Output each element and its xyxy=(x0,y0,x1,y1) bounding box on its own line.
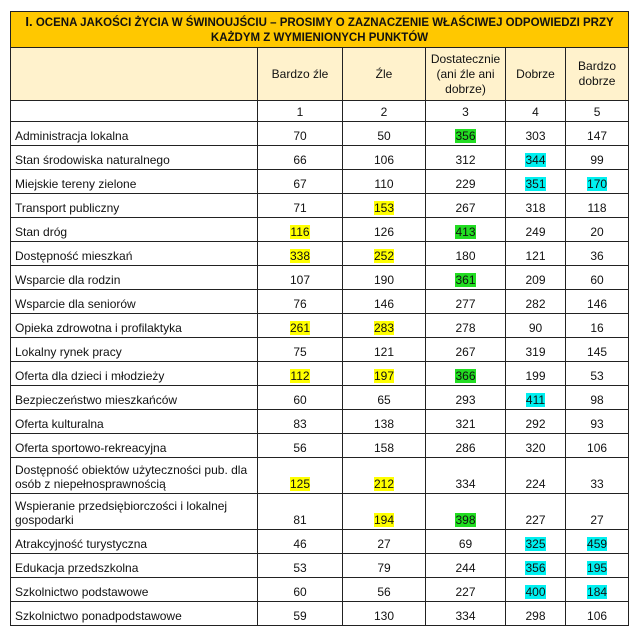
value: 60 xyxy=(293,585,307,599)
value: 66 xyxy=(293,153,307,167)
highlighted-value: 325 xyxy=(525,537,546,551)
value: 146 xyxy=(373,297,395,311)
value: 267 xyxy=(455,345,476,359)
row-label: Oferta dla dzieci i młodzieży xyxy=(11,362,258,386)
value-cell xyxy=(566,554,629,578)
value: 75 xyxy=(293,345,307,359)
highlighted-value: 194 xyxy=(373,513,395,527)
row-label: Edukacja przedszkolna xyxy=(11,554,258,578)
highlighted-value: 413 xyxy=(455,225,476,239)
value-cell xyxy=(566,314,629,338)
value: 50 xyxy=(377,129,391,143)
value-cell xyxy=(506,530,566,554)
value: 319 xyxy=(525,345,546,359)
row-label: Oferta sportowo-rekreacyjna xyxy=(11,434,258,458)
table-row xyxy=(11,194,629,218)
row-label: Lokalny rynek pracy xyxy=(11,338,258,362)
highlighted-value: 212 xyxy=(373,477,395,491)
value-cell xyxy=(426,338,506,362)
value-cell xyxy=(566,602,629,626)
value-cell xyxy=(343,434,426,458)
value: 79 xyxy=(377,561,391,575)
highlighted-value: 195 xyxy=(587,561,608,575)
value: 130 xyxy=(373,609,395,623)
table-row xyxy=(11,266,629,290)
title-prefix: I. xyxy=(25,13,33,29)
row-label: Wsparcie dla seniorów xyxy=(11,290,258,314)
row-label: Dostępność obiektów użyteczności pub. dla osób z niepełnosprawnością xyxy=(11,458,258,494)
value: 27 xyxy=(377,537,391,551)
value: 59 xyxy=(293,609,307,623)
value-cell xyxy=(506,494,566,530)
row-label: Bezpieczeństwo mieszkańców xyxy=(11,386,258,410)
survey-table xyxy=(10,11,629,626)
value-cell xyxy=(506,602,566,626)
value-cell xyxy=(506,122,566,146)
value: 298 xyxy=(525,609,546,623)
value-cell xyxy=(566,434,629,458)
highlighted-value: 366 xyxy=(455,369,476,383)
value: 320 xyxy=(525,441,546,455)
column-number: 3 xyxy=(426,101,506,122)
value-cell xyxy=(258,578,343,602)
highlighted-value: 344 xyxy=(525,153,546,167)
value: 334 xyxy=(455,477,476,491)
row-label: Opieka zdrowotna i profilaktyka xyxy=(11,314,258,338)
value-cell xyxy=(258,434,343,458)
value-cell xyxy=(506,218,566,242)
table-row xyxy=(11,290,629,314)
row-label: Stan środowiska naturalnego xyxy=(11,146,258,170)
value-cell xyxy=(506,362,566,386)
value: 277 xyxy=(455,297,476,311)
value: 267 xyxy=(455,201,476,215)
value: 99 xyxy=(590,153,604,167)
value-cell xyxy=(258,266,343,290)
value-cell xyxy=(426,194,506,218)
value-cell xyxy=(343,242,426,266)
value: 110 xyxy=(374,177,394,191)
value-cell xyxy=(343,146,426,170)
highlighted-value: 356 xyxy=(455,129,476,143)
value-cell xyxy=(566,410,629,434)
value: 121 xyxy=(525,249,546,263)
row-label: Administracja lokalna xyxy=(11,122,258,146)
value: 70 xyxy=(293,129,307,143)
value-cell xyxy=(566,170,629,194)
value-cell xyxy=(566,218,629,242)
value: 312 xyxy=(455,153,476,167)
highlighted-value: 356 xyxy=(525,561,546,575)
value-cell xyxy=(566,242,629,266)
header-col-3: Dostatecznie (ani źle ani dobrze) xyxy=(426,48,506,101)
highlighted-value: 116 xyxy=(290,225,310,239)
value: 147 xyxy=(587,129,608,143)
value-cell xyxy=(426,170,506,194)
header-col-4: Dobrze xyxy=(506,48,566,101)
row-label: Oferta kulturalna xyxy=(11,410,258,434)
highlighted-value: 283 xyxy=(373,321,395,335)
value-cell xyxy=(343,530,426,554)
value-cell xyxy=(426,290,506,314)
value: 81 xyxy=(293,513,307,527)
value: 303 xyxy=(525,129,546,143)
table-row xyxy=(11,434,629,458)
highlighted-value: 197 xyxy=(373,369,395,383)
value: 56 xyxy=(293,441,307,455)
value: 146 xyxy=(587,297,608,311)
value-cell xyxy=(258,530,343,554)
value: 106 xyxy=(587,441,608,455)
highlighted-value: 261 xyxy=(289,321,311,335)
highlighted-value: 411 xyxy=(525,393,546,407)
table-row xyxy=(11,554,629,578)
value: 83 xyxy=(293,417,307,431)
value-cell xyxy=(426,386,506,410)
value: 321 xyxy=(455,417,476,431)
value: 293 xyxy=(455,393,476,407)
value-cell xyxy=(343,578,426,602)
value-cell xyxy=(343,266,426,290)
value: 334 xyxy=(455,609,476,623)
value-cell xyxy=(566,338,629,362)
value: 318 xyxy=(525,201,546,215)
value-cell xyxy=(343,338,426,362)
value: 278 xyxy=(455,321,476,335)
table-row xyxy=(11,530,629,554)
highlighted-value: 459 xyxy=(587,537,608,551)
value-cell xyxy=(506,290,566,314)
row-label: Wsparcie dla rodzin xyxy=(11,266,258,290)
value-cell xyxy=(566,122,629,146)
value: 190 xyxy=(373,273,395,287)
value-cell xyxy=(343,362,426,386)
value: 138 xyxy=(373,417,395,431)
table-row xyxy=(11,458,629,494)
value-cell xyxy=(506,554,566,578)
value-cell xyxy=(506,458,566,494)
value-cell xyxy=(343,194,426,218)
value-cell xyxy=(343,314,426,338)
highlighted-value: 400 xyxy=(525,585,546,599)
row-label: Szkolnictwo podstawowe xyxy=(11,578,258,602)
table-row xyxy=(11,338,629,362)
value: 121 xyxy=(373,345,395,359)
highlighted-value: 125 xyxy=(289,477,311,491)
value-cell xyxy=(258,194,343,218)
column-number: 1 xyxy=(258,101,343,122)
value-cell xyxy=(566,290,629,314)
value-cell xyxy=(566,386,629,410)
number-empty xyxy=(11,101,258,122)
value-cell xyxy=(343,602,426,626)
table-row xyxy=(11,146,629,170)
table-row xyxy=(11,494,629,530)
value-cell xyxy=(506,410,566,434)
value-cell xyxy=(343,554,426,578)
value-cell xyxy=(258,458,343,494)
highlighted-value: 184 xyxy=(587,585,608,599)
table-row xyxy=(11,170,629,194)
value: 106 xyxy=(373,153,395,167)
value-cell xyxy=(343,218,426,242)
value-cell xyxy=(506,386,566,410)
table-row xyxy=(11,218,629,242)
value-cell xyxy=(426,578,506,602)
highlighted-value: 252 xyxy=(373,249,395,263)
value: 56 xyxy=(377,585,391,599)
value-cell xyxy=(343,410,426,434)
value-cell xyxy=(258,146,343,170)
value-cell xyxy=(426,530,506,554)
column-number-row xyxy=(11,101,629,122)
value: 229 xyxy=(455,177,476,191)
table-row xyxy=(11,386,629,410)
value: 106 xyxy=(587,609,608,623)
value-cell xyxy=(506,434,566,458)
header-col-1: Bardzo źle xyxy=(258,48,343,101)
value: 27 xyxy=(590,513,604,527)
value-cell xyxy=(343,458,426,494)
value: 90 xyxy=(528,321,543,335)
value-cell xyxy=(258,290,343,314)
value: 53 xyxy=(293,561,307,575)
table-row xyxy=(11,122,629,146)
value: 53 xyxy=(590,369,604,383)
header-empty xyxy=(11,48,258,101)
value-cell xyxy=(566,530,629,554)
value-cell xyxy=(566,266,629,290)
value-cell xyxy=(506,146,566,170)
value-cell xyxy=(426,458,506,494)
table-row xyxy=(11,410,629,434)
value-cell xyxy=(258,122,343,146)
table-title-row xyxy=(11,12,629,48)
value-cell xyxy=(258,494,343,530)
value-cell xyxy=(343,494,426,530)
highlighted-value: 170 xyxy=(587,177,608,191)
value: 227 xyxy=(525,513,546,527)
highlighted-value: 361 xyxy=(455,273,476,287)
value-cell xyxy=(258,338,343,362)
value-cell xyxy=(506,314,566,338)
value: 224 xyxy=(525,477,546,491)
header-col-2: Źle xyxy=(343,48,426,101)
value: 282 xyxy=(525,297,546,311)
value-cell xyxy=(566,578,629,602)
row-label: Dostępność mieszkań xyxy=(11,242,258,266)
value: 16 xyxy=(590,321,604,335)
value: 60 xyxy=(293,393,307,407)
value: 199 xyxy=(525,369,546,383)
value: 98 xyxy=(590,393,604,407)
value-cell xyxy=(258,362,343,386)
highlighted-value: 351 xyxy=(525,177,546,191)
value: 69 xyxy=(458,537,473,551)
value-cell xyxy=(426,434,506,458)
value-cell xyxy=(506,194,566,218)
header-row xyxy=(11,48,629,101)
value-cell xyxy=(506,170,566,194)
value-cell xyxy=(426,266,506,290)
value: 76 xyxy=(293,297,307,311)
value: 249 xyxy=(525,225,546,239)
value-cell xyxy=(258,314,343,338)
value-cell xyxy=(566,458,629,494)
table-row xyxy=(11,314,629,338)
value-cell xyxy=(566,494,629,530)
value: 46 xyxy=(293,537,307,551)
value-cell xyxy=(566,194,629,218)
value: 145 xyxy=(587,345,608,359)
table-title xyxy=(11,12,629,48)
value-cell xyxy=(426,218,506,242)
value: 209 xyxy=(525,273,546,287)
row-label: Szkolnictwo ponadpodstawowe xyxy=(11,602,258,626)
value-cell xyxy=(258,170,343,194)
column-number: 2 xyxy=(343,101,426,122)
value: 118 xyxy=(587,201,607,215)
value: 180 xyxy=(455,249,476,263)
value-cell xyxy=(506,338,566,362)
value: 71 xyxy=(293,201,307,215)
value-cell xyxy=(343,290,426,314)
column-number: 5 xyxy=(566,101,629,122)
value: 107 xyxy=(289,273,311,287)
value: 158 xyxy=(373,441,395,455)
value: 244 xyxy=(455,561,476,575)
header-col-5: Bardzo dobrze xyxy=(566,48,629,101)
value: 67 xyxy=(293,177,307,191)
table-row xyxy=(11,242,629,266)
value: 93 xyxy=(590,417,604,431)
row-label: Transport publiczny xyxy=(11,194,258,218)
value-cell xyxy=(426,146,506,170)
highlighted-value: 338 xyxy=(289,249,311,263)
value: 65 xyxy=(377,393,391,407)
value-cell xyxy=(343,386,426,410)
value-cell xyxy=(343,170,426,194)
value-cell xyxy=(426,362,506,386)
value-cell xyxy=(506,578,566,602)
value-cell xyxy=(258,242,343,266)
highlighted-value: 398 xyxy=(455,513,476,527)
value-cell xyxy=(426,410,506,434)
table-row xyxy=(11,362,629,386)
title-text: OCENA JAKOŚCI ŻYCIA W ŚWINOUJŚCIU – PROSIMY O ZAZNACZENIE WŁAŚCIWEJ ODPOWIEDZI PRZY KAŻDYM Z WYMIENIONYCH PUNKTÓW xyxy=(35,16,614,44)
value-cell xyxy=(566,146,629,170)
value: 227 xyxy=(455,585,476,599)
table-row xyxy=(11,602,629,626)
value-cell xyxy=(426,122,506,146)
value-cell xyxy=(426,554,506,578)
value-cell xyxy=(426,602,506,626)
value-cell xyxy=(258,410,343,434)
column-number: 4 xyxy=(506,101,566,122)
value-cell xyxy=(566,362,629,386)
value: 126 xyxy=(373,225,395,239)
highlighted-value: 112 xyxy=(290,369,310,383)
value-cell xyxy=(426,242,506,266)
value: 36 xyxy=(590,249,604,263)
value-cell xyxy=(506,266,566,290)
value: 60 xyxy=(590,273,604,287)
value-cell xyxy=(258,602,343,626)
value-cell xyxy=(426,494,506,530)
row-label: Stan dróg xyxy=(11,218,258,242)
row-label: Miejskie tereny zielone xyxy=(11,170,258,194)
value: 286 xyxy=(455,441,476,455)
table-row xyxy=(11,578,629,602)
value: 33 xyxy=(590,477,604,491)
row-label: Atrakcyjność turystyczna xyxy=(11,530,258,554)
value-cell xyxy=(343,122,426,146)
value: 20 xyxy=(590,225,604,239)
value-cell xyxy=(258,554,343,578)
value: 292 xyxy=(525,417,546,431)
row-label: Wspieranie przedsiębiorczości i lokalnej gospodarki xyxy=(11,494,258,530)
value-cell xyxy=(506,242,566,266)
value-cell xyxy=(426,314,506,338)
value-cell xyxy=(258,218,343,242)
value-cell xyxy=(258,386,343,410)
highlighted-value: 153 xyxy=(373,201,395,215)
